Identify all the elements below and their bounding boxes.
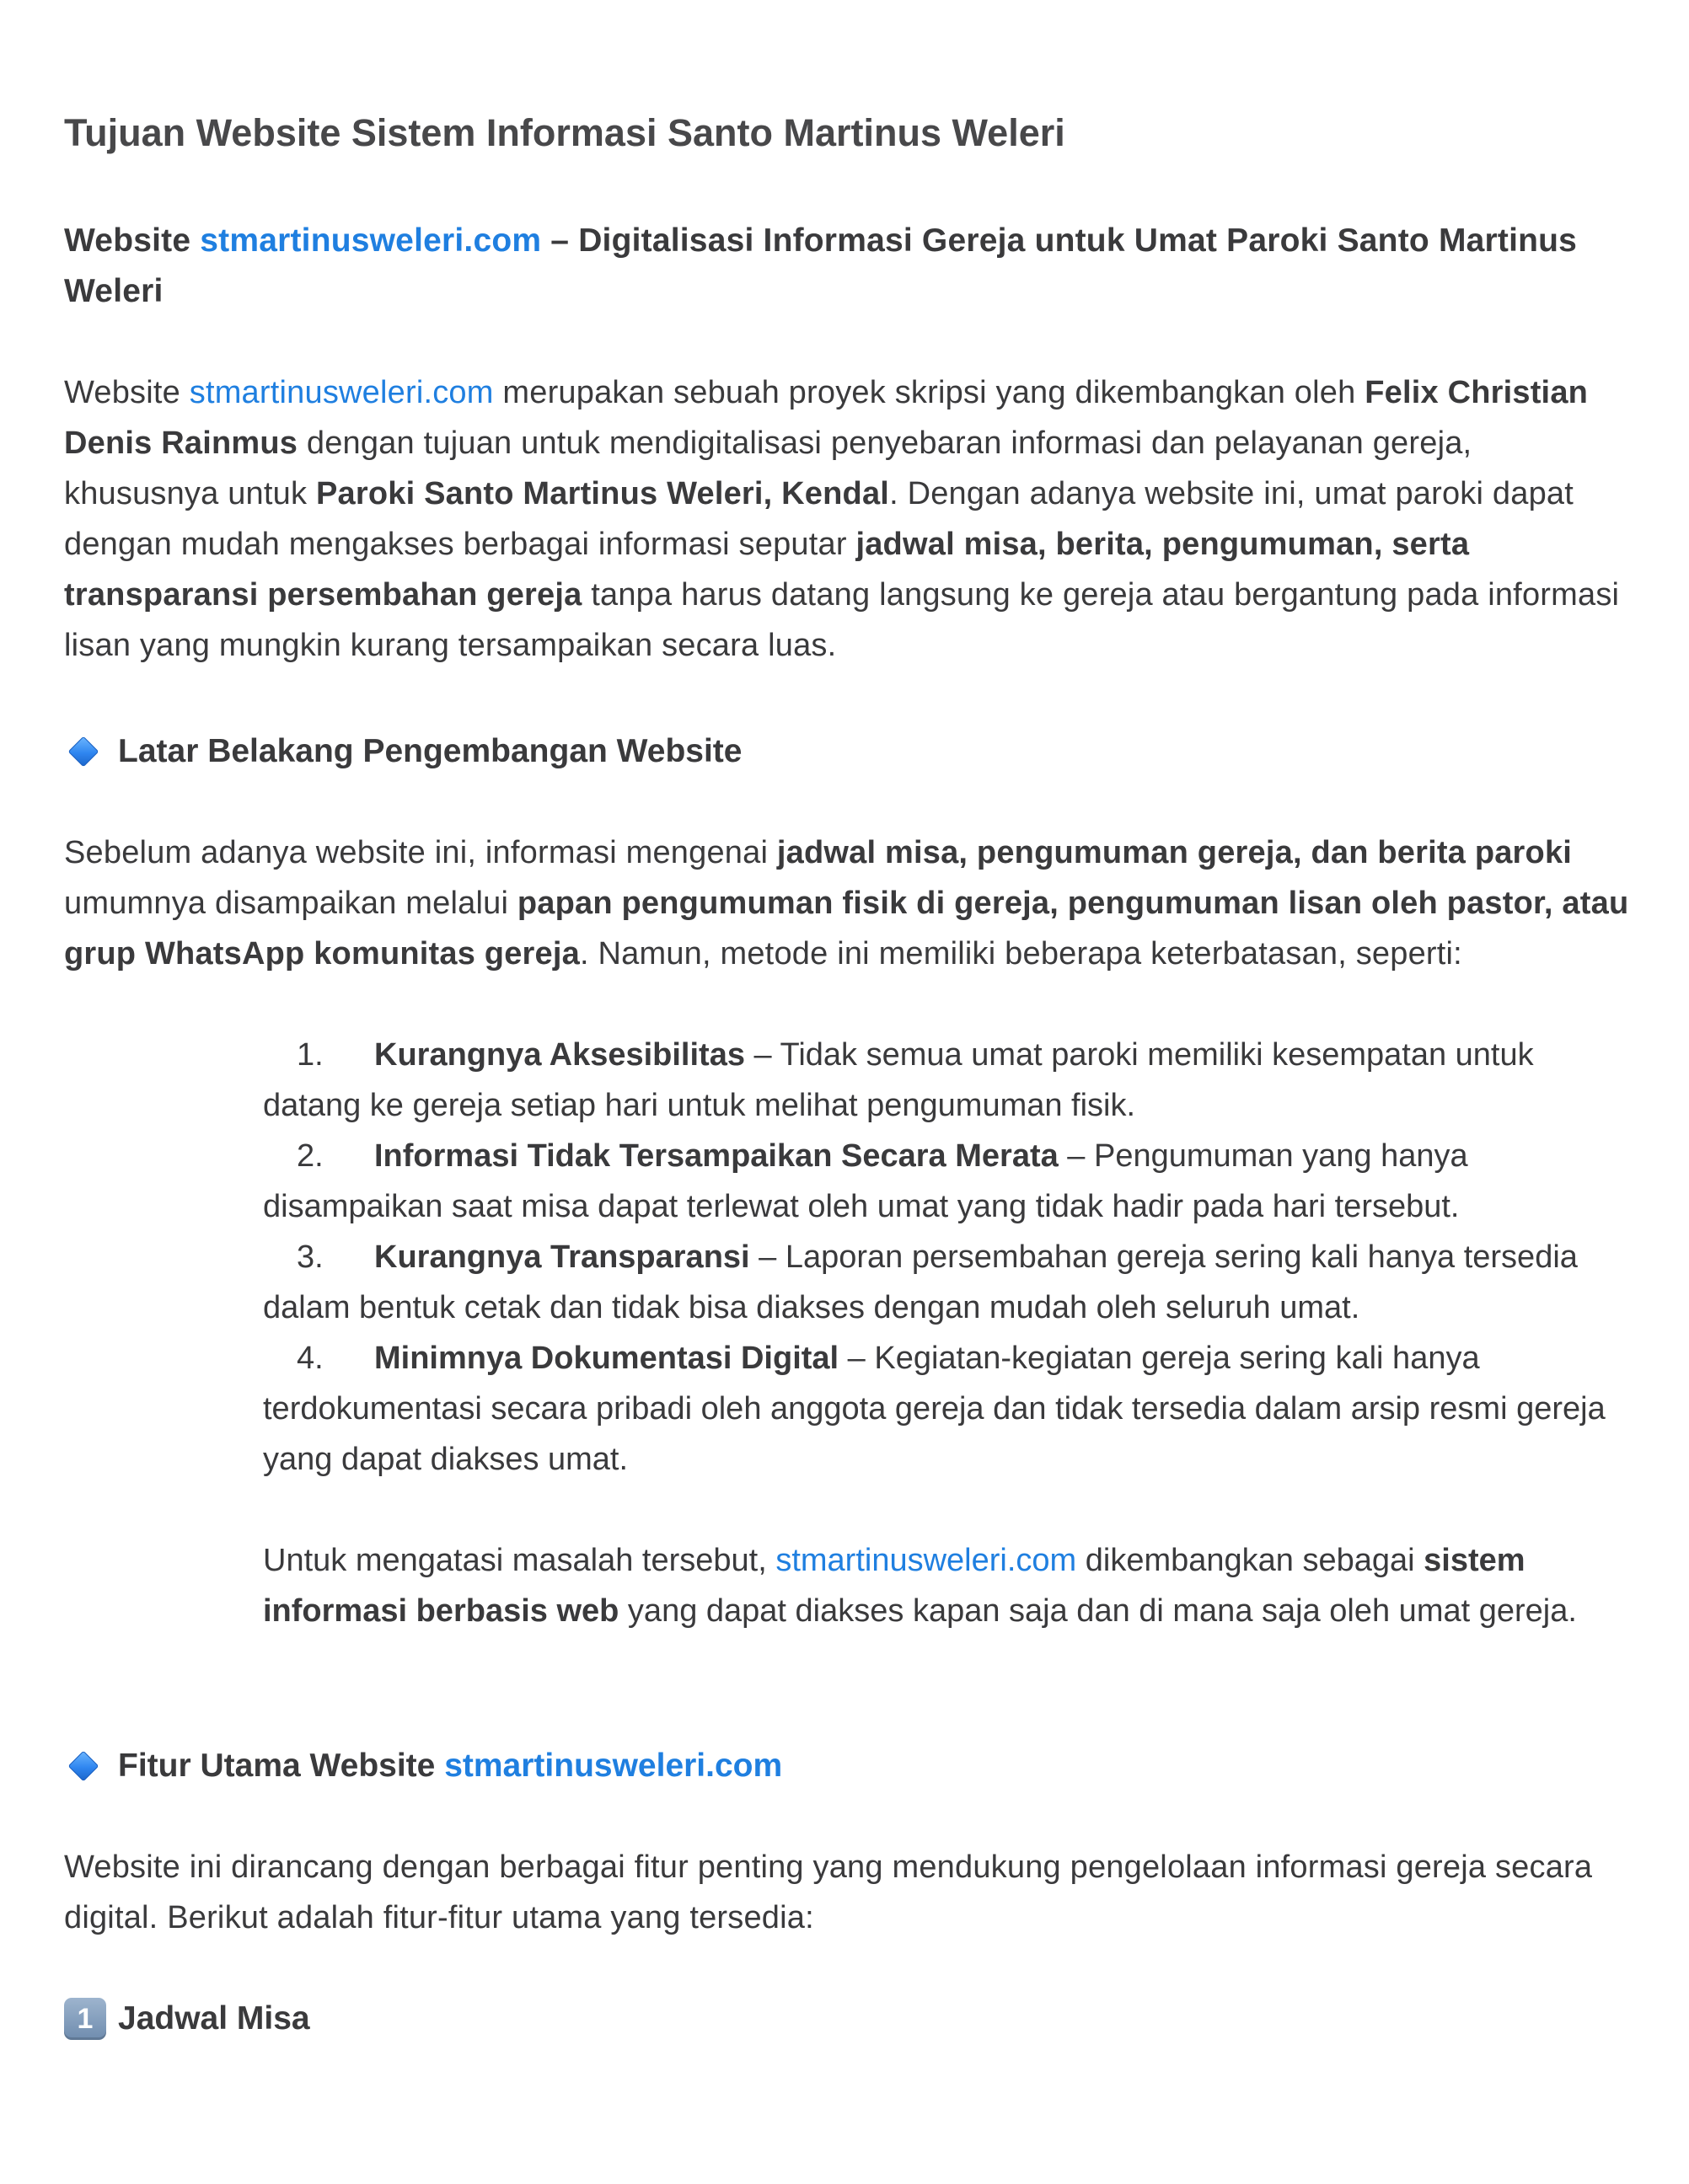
intro-text: merupakan sebuah proyek skripsi yang dikembangkan oleh xyxy=(493,375,1365,410)
feature-heading-text: Jadwal Misa xyxy=(118,2000,310,2037)
list-number: 2. xyxy=(297,1138,324,1174)
solution-link[interactable]: stmartinusweleri.com xyxy=(775,1543,1077,1578)
intro-link[interactable]: stmartinusweleri.com xyxy=(189,375,494,410)
background-bold: papan pengumuman fisik di gereja, pengumuman lisan oleh pastor, atau grup WhatsApp komunitas gereja xyxy=(64,886,1629,972)
list-item-desc: – Kegiatan-kegiatan gereja sering kali hanya terdokumentasi secara pribadi oleh anggota gereja dan tidak tersedia dalam arsip resmi gereja yang dapat diakses umat. xyxy=(263,1341,1606,1477)
list-number: 4. xyxy=(297,1341,324,1376)
section-heading-features xyxy=(64,1741,782,1791)
solution-bold: sistem informasi berbasis web xyxy=(263,1543,1525,1629)
list-item xyxy=(263,1232,1637,1333)
list-item-title: Informasi Tidak Tersampaikan Secara Merata xyxy=(374,1138,1059,1174)
solution-paragraph xyxy=(263,1535,1637,1636)
intro-bold-parish: Paroki Santo Martinus Weleri, Kendal xyxy=(315,476,890,511)
intro-bold-author: Felix Christian Denis Rainmus xyxy=(64,375,1589,461)
solution-text: Untuk mengatasi masalah tersebut, xyxy=(263,1543,776,1578)
intro-bold-features: jadwal misa, berita, pengumuman, serta transparansi persembahan gereja xyxy=(64,527,1470,613)
intro-text: Website xyxy=(64,375,190,410)
section-heading-link[interactable]: stmartinusweleri.com xyxy=(444,1748,783,1784)
background-paragraph xyxy=(64,827,1632,979)
intro-text: tanpa harus datang langsung ke gereja atau bergantung pada informasi lisan yang mungkin kurang tersampaikan secara luas. xyxy=(64,577,1620,663)
subtitle xyxy=(64,216,1632,317)
page-title: Tujuan Website Sistem Informasi Santo Martinus Weleri xyxy=(64,111,1065,154)
list-item-desc: – Laporan persembahan gereja sering kali hanya tersedia dalam bentuk cetak dan tidak bisa diakses dengan mudah oleh seluruh umat. xyxy=(263,1239,1578,1325)
list-number: 3. xyxy=(297,1239,324,1275)
list-item-title: Kurangnya Aksesibilitas xyxy=(374,1037,745,1073)
list-item-desc: – Tidak semua umat paroki memiliki kesempatan untuk datang ke gereja setiap hari untuk melihat pengumuman fisik. xyxy=(263,1037,1534,1123)
solution-text: dikembangkan sebagai xyxy=(1076,1543,1424,1578)
intro-text: . Dengan adanya website ini, umat paroki dapat dengan mudah mengakses berbagai informasi seputar xyxy=(64,476,1574,562)
blue-diamond-icon xyxy=(68,736,99,768)
section-heading-text: Latar Belakang Pengembangan Website xyxy=(118,733,743,769)
list-item xyxy=(263,1131,1637,1232)
blue-diamond-icon xyxy=(68,1751,99,1782)
intro-paragraph xyxy=(64,367,1632,671)
list-item-desc: – Pengumuman yang hanya disampaikan saat misa dapat terlewat oleh umat yang tidak hadir pada hari tersebut. xyxy=(263,1138,1468,1224)
intro-text: dengan tujuan untuk mendigitalisasi penyebaran informasi dan pelayanan gereja, khususnya untuk xyxy=(64,426,1472,511)
list-item-title: Minimnya Dokumentasi Digital xyxy=(374,1341,839,1376)
background-text: . Namun, metode ini memiliki beberapa keterbatasan, seperti: xyxy=(579,936,1462,972)
background-bold: jadwal misa, pengumuman gereja, dan berita paroki xyxy=(776,835,1573,870)
limitations-list xyxy=(263,1030,1637,1485)
feature-heading-jadwal-misa xyxy=(64,1994,310,2044)
background-text: Sebelum adanya website ini, informasi mengenai xyxy=(64,835,777,870)
section-heading-text: Fitur Utama Website xyxy=(118,1748,436,1784)
section-heading-background xyxy=(64,726,743,777)
list-item-title: Kurangnya Transparansi xyxy=(374,1239,750,1275)
list-number: 1. xyxy=(297,1037,324,1073)
features-intro: Website ini dirancang dengan berbagai fitur penting yang mendukung pengelolaan informasi gereja secara digital. Berikut adalah fitur-fitur utama yang tersedia: xyxy=(64,1849,1593,1935)
keycap-one-icon: 1 xyxy=(64,1998,106,2040)
subtitle-link[interactable]: stmartinusweleri.com xyxy=(200,222,542,259)
list-item xyxy=(263,1333,1637,1485)
background-text: umumnya disampaikan melalui xyxy=(64,886,517,921)
list-item xyxy=(263,1030,1637,1131)
solution-text: yang dapat diakses kapan saja dan di mana saja oleh umat gereja. xyxy=(619,1593,1577,1629)
subtitle-pre: Website xyxy=(64,222,201,259)
subtitle-post: – Digitalisasi Informasi Gereja untuk Umat Paroki Santo Martinus Weleri xyxy=(64,222,1578,309)
